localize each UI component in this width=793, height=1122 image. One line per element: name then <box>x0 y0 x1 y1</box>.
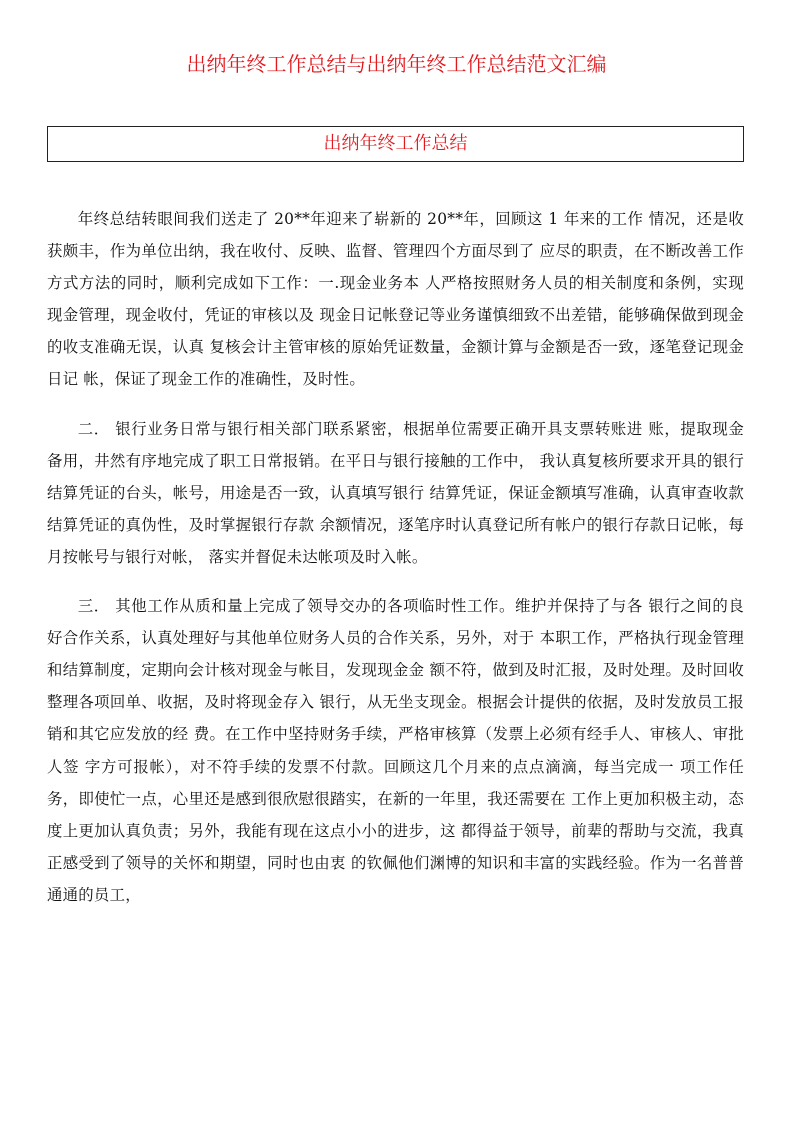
document-title: 出纳年终工作总结与出纳年终工作总结范文汇编 <box>186 52 607 76</box>
paragraph-1: 年终总结转眼间我们送走了 20**年迎来了崭新的 20**年，回顾这 1 年来的工作 情况，还是收获颇丰，作为单位出纳，我在收付、反映、监督、管理四个方面尽到了 应尽的职责，在不断改善工作方式方法的同时，顺利完成如下工作：一.现金业务本 人严格按照财务人员的相关制度和条例，实现现金管理，现金收付，凭证的审核以及 现金日记帐登记等业务谨慎细致不出差错，能够确保做到现金的收支准确无误，认真 复核会计主管审核的原始凭证数量，金额计算与金额是否一致，逐笔登记现金日记 帐，保证了现金工作的准确性，及时性。 <box>47 210 744 389</box>
paragraph-2: 二． 银行业务日常与银行相关部门联系紧密，根据单位需要正确开具支票转账进 账，提取现金备用，井然有序地完成了职工日常报销。在平日与银行接触的工作中， 我认真复核所要求开具的银行结算凭证的台头，帐号，用途是否一致，认真填写银行 结算凭证，保证金额填写准确，认真审查收款结算凭证的真伪性，及时掌握银行存款 余额情况，逐笔序时认真登记所有帐户的银行存款日记帐，每月按帐号与银行对帐， 落实并督促未达帐项及时入帐。 <box>47 419 744 566</box>
document-body <box>47 203 744 928</box>
paragraph-3: 三． 其他工作从质和量上完成了领导交办的各项临时性工作。维护并保持了与各 银行之间的良好合作关系，认真处理好与其他单位财务人员的合作关系，另外，对于 本职工作，严格执行现金管理和结算制度，定期向会计核对现金与帐目，发现现金金 额不符，做到及时汇报，及时处理。及时回收整理各项回单、收据，及时将现金存入 银行，从无坐支现金。根据会计提供的依据，及时发放员工报销和其它应发放的经 费。在工作中坚持财务手续，严格审核算（发票上必须有经手人、审核人、审批人签 字方可报帐），对不符手续的发票不付款。回顾这几个月来的点点滴滴，每当完成一 项工作任务，即使忙一点，心里还是感到很欣慰很踏实，在新的一年里，我还需要在 工作上更加积极主动，态度上更加认真负责；另外，我能有现在这点小小的进步，这 都得益于领导，前辈的帮助与交流，我真正感受到了领导的关怀和期望，同时也由衷 的钦佩他们渊博的知识和丰富的实践经验。作为一名普普通通的员工， <box>47 597 744 904</box>
section-heading-box <box>47 126 744 162</box>
section-heading: 出纳年终工作总结 <box>323 133 468 154</box>
